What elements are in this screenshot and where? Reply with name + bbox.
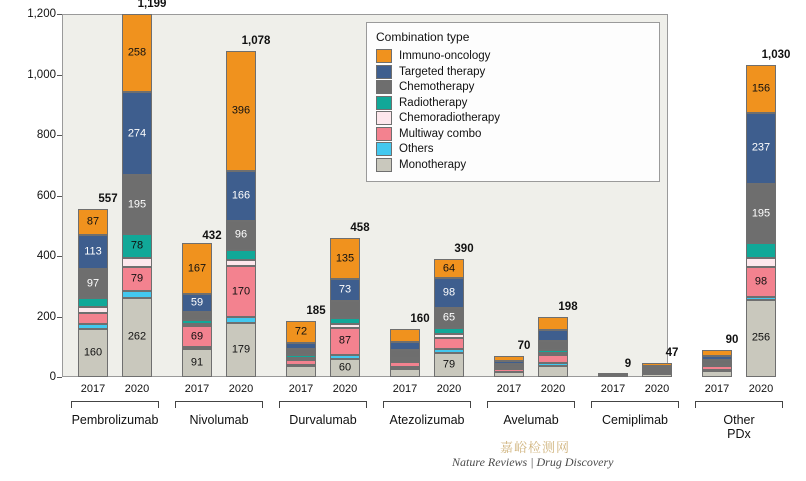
legend-swatch [376, 142, 392, 156]
bar-segment [226, 250, 256, 260]
legend-swatch [376, 96, 392, 110]
group-bracket [695, 401, 783, 408]
segment-value-label: 79 [130, 272, 144, 285]
bar-segment [494, 361, 524, 364]
bar-segment [226, 51, 256, 171]
bar-segment [746, 243, 776, 258]
bar-segment [286, 355, 316, 358]
bar-segment [78, 298, 108, 306]
bar-segment [122, 175, 152, 234]
bar-segment [122, 92, 152, 175]
y-tick-mark [57, 377, 62, 378]
segment-value-label: 69 [190, 330, 204, 343]
bar-segment [182, 320, 212, 324]
legend [366, 22, 660, 182]
bar-segment [746, 300, 776, 377]
segment-value-label: 98 [754, 275, 768, 288]
bar-segment [286, 360, 316, 364]
bar-segment [122, 234, 152, 258]
bar-segment [434, 259, 464, 278]
bar-total-label: 1,030 [761, 49, 791, 62]
bar-segment [538, 366, 568, 377]
bar-segment [642, 363, 672, 366]
bar-segment [598, 373, 628, 375]
bar-segment [122, 267, 152, 291]
bar-segment [702, 366, 732, 370]
segment-value-label: 160 [83, 346, 103, 359]
stacked-bar [330, 14, 360, 377]
bar-segment [390, 350, 420, 357]
segment-value-label: 97 [86, 277, 100, 290]
bar-segment [330, 355, 360, 359]
bar-segment [226, 221, 256, 250]
segment-value-label: 113 [84, 245, 102, 258]
bar-segment [182, 312, 212, 320]
journal-credit: Nature Reviews | Drug Discovery [452, 455, 614, 469]
legend-swatch [376, 65, 392, 79]
bar-segment [434, 308, 464, 328]
bar-segment [122, 298, 152, 377]
segment-value-label: 91 [190, 356, 204, 369]
bar-segment [494, 369, 524, 372]
segment-value-label: 195 [127, 198, 147, 211]
y-tick-mark [57, 317, 62, 318]
bar-total-label: 9 [624, 358, 632, 371]
y-tick-label: 800 [36, 129, 56, 141]
x-tick-label-year: 2020 [644, 383, 670, 395]
bar-segment [702, 350, 732, 356]
segment-value-label: 258 [127, 46, 147, 59]
segment-value-label: 64 [442, 262, 456, 275]
legend-item [376, 80, 650, 94]
segment-value-label: 166 [231, 189, 251, 202]
legend-label: Immuno-oncology [399, 50, 491, 62]
bar-segment [226, 317, 256, 322]
stacked-bar [226, 14, 256, 377]
bar-total-label: 70 [517, 339, 531, 352]
x-tick-label-year: 2020 [332, 383, 358, 395]
bar-segment [78, 313, 108, 324]
y-tick-mark [57, 14, 62, 15]
x-tick-label-year: 2020 [124, 383, 150, 395]
legend-label: Chemotherapy [399, 81, 475, 93]
bar-total-label: 557 [98, 192, 118, 205]
legend-item [376, 142, 650, 156]
segment-value-label: 65 [442, 311, 456, 324]
legend-label: Monotherapy [399, 158, 467, 171]
bar-segment [390, 358, 420, 360]
segment-value-label: 78 [130, 239, 144, 252]
segment-value-label: 79 [442, 358, 456, 371]
legend-swatch [376, 158, 392, 172]
bar-segment [642, 374, 672, 377]
group-label: Avelumab [503, 413, 559, 427]
group-bracket [175, 401, 263, 408]
segment-value-label: 87 [86, 215, 100, 228]
group-label: Pembrolizumab [71, 413, 159, 427]
group-label: Atezolizumab [389, 413, 465, 427]
x-tick-label-year: 2017 [496, 383, 522, 395]
y-tick-label: 1,000 [27, 68, 56, 81]
bar-total-label: 198 [558, 301, 578, 314]
bar-segment [122, 258, 152, 267]
legend-item [376, 111, 650, 125]
bar-segment [538, 363, 568, 365]
bar-segment [434, 278, 464, 308]
bar-segment [78, 307, 108, 313]
legend-swatch [376, 127, 392, 141]
segment-value-label: 73 [338, 283, 352, 296]
x-tick-label-year: 2017 [600, 383, 626, 395]
bar-segment [746, 184, 776, 243]
bar-total-label: 90 [725, 333, 739, 346]
bar-segment [286, 358, 316, 360]
legend-item [376, 65, 650, 79]
legend-label: Targeted therapy [399, 65, 486, 78]
group-label: Durvalumab [289, 413, 357, 427]
stacked-bar [122, 14, 152, 377]
legend-label: Radiotherapy [399, 96, 468, 109]
y-tick-label: 1,200 [27, 8, 56, 20]
legend-label: Others [399, 143, 434, 155]
bar-segment [78, 235, 108, 269]
bar-segment [182, 324, 212, 326]
bar-segment [330, 324, 360, 329]
bar-segment [226, 260, 256, 266]
bar-total-label: 1,199 [137, 0, 167, 11]
segment-value-label: 98 [442, 286, 456, 299]
bar-segment [434, 353, 464, 377]
bar-segment [78, 329, 108, 377]
bar-segment [286, 364, 316, 366]
bar-segment [182, 243, 212, 294]
bar-segment [702, 371, 732, 377]
bar-segment [330, 318, 360, 324]
bar-segment [286, 321, 316, 343]
group-bracket [383, 401, 471, 408]
bar-segment [182, 326, 212, 347]
bar-segment [286, 343, 316, 350]
segment-value-label: 274 [127, 127, 147, 140]
bar-segment [390, 329, 420, 342]
stacked-bar [182, 14, 212, 377]
bar-total-label: 1,078 [241, 34, 271, 47]
group-bracket [71, 401, 159, 408]
stacked-bar [286, 14, 316, 377]
segment-value-label: 87 [338, 334, 352, 347]
bar-segment [390, 360, 420, 362]
segment-value-label: 167 [187, 262, 207, 275]
legend-entries [376, 49, 650, 172]
bar-segment [182, 347, 212, 349]
bar-segment [226, 266, 256, 317]
y-tick-label: 400 [36, 250, 56, 262]
segment-value-label: 179 [231, 343, 251, 356]
bar-total-label: 185 [306, 305, 326, 318]
bar-segment [330, 301, 360, 317]
legend-label: Multiway combo [399, 127, 482, 140]
bar-segment [390, 367, 420, 369]
x-tick-label-year: 2020 [436, 383, 462, 395]
segment-value-label: 156 [751, 82, 771, 95]
bar-segment [78, 209, 108, 235]
y-tick-mark [57, 196, 62, 197]
bar-segment [330, 238, 360, 279]
segment-value-label: 256 [751, 331, 771, 344]
y-tick-mark [57, 75, 62, 76]
bar-segment [642, 371, 672, 373]
bar-segment [78, 269, 108, 298]
bar-segment [182, 349, 212, 377]
legend-swatch [376, 111, 392, 125]
bar-total-label: 160 [410, 312, 430, 325]
bar-segment [494, 356, 524, 361]
x-tick-label-year: 2017 [184, 383, 210, 395]
segment-value-label: 72 [294, 325, 308, 338]
y-tick-mark [57, 256, 62, 257]
legend-swatch [376, 80, 392, 94]
bar-segment [494, 372, 524, 377]
y-tick-label: 200 [36, 310, 56, 323]
bar-segment [390, 369, 420, 377]
bar-segment [642, 368, 672, 370]
bar-segment [538, 355, 568, 363]
x-tick-label-year: 2017 [704, 383, 730, 395]
bar-segment [330, 328, 360, 354]
x-tick-label-year: 2017 [80, 383, 106, 395]
segment-value-label: 59 [190, 296, 204, 309]
bar-segment [286, 349, 316, 354]
x-tick-label-year: 2020 [540, 383, 566, 395]
group-bracket [487, 401, 575, 408]
bar-segment [538, 353, 568, 355]
legend-item [376, 127, 650, 141]
bar-segment [78, 324, 108, 328]
bar-segment [390, 362, 420, 367]
bar-segment [746, 258, 776, 266]
bar-segment [286, 366, 316, 377]
segment-value-label: 195 [751, 207, 771, 220]
bar-total-label: 458 [350, 222, 370, 235]
bar-segment [494, 364, 524, 366]
bar-segment [226, 323, 256, 377]
bar-segment [702, 356, 732, 360]
bar-segment [746, 113, 776, 185]
segment-value-label: 262 [127, 330, 147, 343]
bar-segment [182, 294, 212, 312]
bar-segment [702, 360, 732, 364]
bar-segment [330, 279, 360, 301]
x-tick-label-year: 2017 [392, 383, 418, 395]
legend-item [376, 96, 650, 110]
stacked-bar [702, 14, 732, 377]
bar-segment [538, 341, 568, 349]
group-label: Other PDx [723, 413, 755, 441]
segment-value-label: 135 [335, 252, 355, 265]
bar-segment [226, 171, 256, 221]
group-label: Cemiplimab [602, 413, 668, 427]
x-tick-label-year: 2020 [748, 383, 774, 395]
segment-value-label: 396 [231, 104, 251, 117]
bar-total-label: 47 [665, 346, 679, 359]
segment-value-label: 170 [231, 285, 251, 298]
segment-value-label: 96 [234, 228, 248, 241]
bar-segment [330, 359, 360, 377]
legend-item [376, 158, 650, 172]
x-tick-label-year: 2020 [228, 383, 254, 395]
y-tick-label: 600 [36, 189, 56, 202]
bar-segment [746, 267, 776, 297]
bar-segment [434, 338, 464, 349]
bar-segment [122, 291, 152, 298]
legend-swatch [376, 49, 392, 63]
bar-segment [434, 328, 464, 334]
bar-total-label: 432 [202, 230, 222, 243]
stacked-bar [746, 14, 776, 377]
y-tick-label: 0 [49, 371, 56, 383]
bar-segment [538, 317, 568, 330]
bar-segment [538, 350, 568, 353]
group-bracket [591, 401, 679, 408]
bar-segment [746, 297, 776, 300]
legend-title: Combination type [376, 30, 470, 44]
bar-segment [746, 65, 776, 112]
segment-value-label: 60 [338, 361, 352, 374]
bar-segment [434, 334, 464, 338]
x-tick-label-year: 2017 [288, 383, 314, 395]
y-tick-mark [57, 135, 62, 136]
legend-label: Chemoradiotherapy [399, 112, 501, 124]
bar-segment [390, 342, 420, 350]
bar-segment [642, 366, 672, 368]
bar-segment [538, 330, 568, 341]
group-bracket [279, 401, 367, 408]
legend-item [376, 49, 650, 63]
segment-value-label: 237 [751, 141, 771, 154]
bar-total-label: 390 [454, 243, 474, 256]
watermark-cn: 嘉峪检测网 [500, 440, 571, 455]
group-label: Nivolumab [189, 413, 249, 427]
bar-segment [122, 14, 152, 92]
bar-segment [434, 349, 464, 353]
